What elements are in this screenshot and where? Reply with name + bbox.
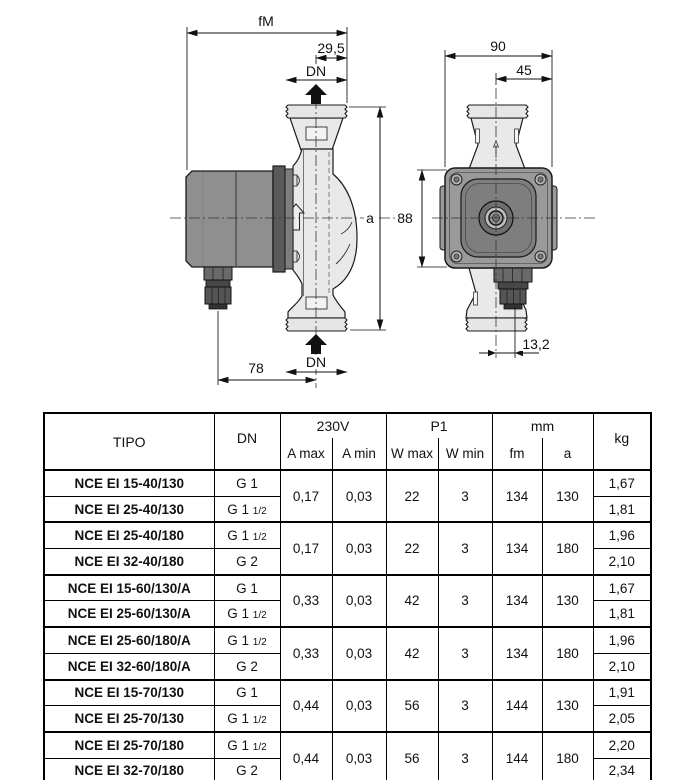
table-row	[44, 732, 651, 758]
tipo-cell: NCE EI 15-70/130	[44, 680, 214, 706]
table-row	[44, 680, 651, 706]
kg-cell: 1,67	[593, 575, 651, 601]
a-min-cell: 0,03	[332, 470, 386, 522]
a-max-cell: 0,33	[280, 575, 332, 627]
kg-cell: 2,20	[593, 732, 651, 758]
dim-label-fm: fM	[258, 13, 274, 29]
w-max-cell: 22	[386, 522, 438, 574]
w-min-cell: 3	[438, 575, 492, 627]
dn-cell: G 1 1/2	[214, 706, 280, 732]
dim-label-a: a	[366, 210, 374, 226]
cable-gland-front	[494, 268, 532, 309]
dim-label-dn-top: DN	[305, 63, 327, 79]
flow-arrow-top-icon	[305, 84, 327, 104]
a-cell: 130	[542, 470, 593, 522]
a-min-cell: 0,03	[332, 680, 386, 732]
dim-label-78: 78	[248, 360, 264, 376]
table-row	[44, 627, 651, 653]
header-kg: kg	[593, 413, 651, 470]
kg-cell: 2,10	[593, 653, 651, 679]
a-max-cell: 0,33	[280, 627, 332, 679]
w-min-cell: 3	[438, 680, 492, 732]
a-max-cell: 0,44	[280, 732, 332, 780]
dn-cell: G 1 1/2	[214, 732, 280, 758]
a-min-cell: 0,03	[332, 732, 386, 780]
tipo-cell: NCE EI 25-40/180	[44, 522, 214, 548]
table-row	[44, 522, 651, 548]
w-max-cell: 56	[386, 732, 438, 780]
tipo-cell: NCE EI 25-70/130	[44, 706, 214, 732]
fm-cell: 144	[492, 680, 542, 732]
dn-cell: G 2	[214, 758, 280, 780]
header-230v: 230V	[280, 413, 386, 438]
dn-cell: G 2	[214, 653, 280, 679]
a-cell: 180	[542, 522, 593, 574]
w-min-cell: 3	[438, 627, 492, 679]
kg-cell: 2,34	[593, 758, 651, 780]
header-a-max: A max	[280, 438, 332, 470]
header-w-min: W min	[438, 438, 492, 470]
kg-cell: 2,10	[593, 549, 651, 575]
header-a-col: a	[542, 438, 593, 470]
w-max-cell: 56	[386, 680, 438, 732]
flow-arrow-bottom-icon	[305, 334, 327, 354]
header-mm: mm	[492, 413, 593, 438]
tipo-cell: NCE EI 32-70/180	[44, 758, 214, 780]
a-cell: 180	[542, 627, 593, 679]
dn-cell: G 1	[214, 470, 280, 496]
dn-cell: G 1	[214, 575, 280, 601]
w-min-cell: 3	[438, 470, 492, 522]
dim-label-29-5: 29,5	[317, 40, 345, 56]
dn-cell: G 2	[214, 549, 280, 575]
tipo-cell: NCE EI 25-40/130	[44, 496, 214, 522]
header-tipo: TIPO	[44, 413, 214, 470]
tipo-cell: NCE EI 25-60/130/A	[44, 601, 214, 627]
dim-label-13-2: 13,2	[522, 336, 550, 352]
tipo-cell: NCE EI 15-60/130/A	[44, 575, 214, 601]
spec-table-body	[44, 470, 651, 780]
table-row	[44, 575, 651, 601]
kg-cell: 1,81	[593, 496, 651, 522]
dn-cell: G 1 1/2	[214, 627, 280, 653]
w-min-cell: 3	[438, 732, 492, 780]
a-min-cell: 0,03	[332, 627, 386, 679]
header-p1: P1	[386, 413, 492, 438]
dn-cell: G 1 1/2	[214, 522, 280, 548]
kg-cell: 1,81	[593, 601, 651, 627]
w-max-cell: 42	[386, 627, 438, 679]
kg-cell: 1,91	[593, 680, 651, 706]
kg-cell: 1,96	[593, 522, 651, 548]
fm-cell: 134	[492, 627, 542, 679]
fm-cell: 134	[492, 575, 542, 627]
tipo-cell: NCE EI 32-40/180	[44, 549, 214, 575]
tipo-cell: NCE EI 25-60/180/A	[44, 627, 214, 653]
header-a-min: A min	[332, 438, 386, 470]
dn-cell: G 1 1/2	[214, 601, 280, 627]
a-min-cell: 0,03	[332, 575, 386, 627]
fm-cell: 144	[492, 732, 542, 780]
tipo-cell: NCE EI 25-70/180	[44, 732, 214, 758]
a-cell: 180	[542, 732, 593, 780]
pump-housing	[288, 149, 357, 318]
a-cell: 130	[542, 680, 593, 732]
dn-cell: G 1	[214, 680, 280, 706]
kg-cell: 2,05	[593, 706, 651, 732]
dim-label-88: 88	[397, 210, 413, 226]
a-max-cell: 0,17	[280, 470, 332, 522]
dim-label-90: 90	[490, 38, 506, 54]
header-w-max: W max	[386, 438, 438, 470]
fm-cell: 134	[492, 522, 542, 574]
header-fm: fm	[492, 438, 542, 470]
cable-gland-side	[204, 267, 232, 309]
kg-cell: 1,96	[593, 627, 651, 653]
motor-body	[186, 171, 273, 267]
motor-flange-plate	[273, 166, 285, 272]
dn-cell: G 1 1/2	[214, 496, 280, 522]
w-min-cell: 3	[438, 522, 492, 574]
a-max-cell: 0,44	[280, 680, 332, 732]
dim-label-dn-bottom: DN	[305, 354, 327, 370]
table-row	[44, 470, 651, 496]
dim-label-45: 45	[516, 62, 532, 78]
w-max-cell: 42	[386, 575, 438, 627]
a-cell: 130	[542, 575, 593, 627]
tipo-cell: NCE EI 32-60/180/A	[44, 653, 214, 679]
a-min-cell: 0,03	[332, 522, 386, 574]
a-max-cell: 0,17	[280, 522, 332, 574]
tipo-cell: NCE EI 15-40/130	[44, 470, 214, 496]
kg-cell: 1,67	[593, 470, 651, 496]
spec-table	[43, 412, 652, 780]
fm-cell: 134	[492, 470, 542, 522]
w-max-cell: 22	[386, 470, 438, 522]
header-dn: DN	[214, 413, 280, 470]
